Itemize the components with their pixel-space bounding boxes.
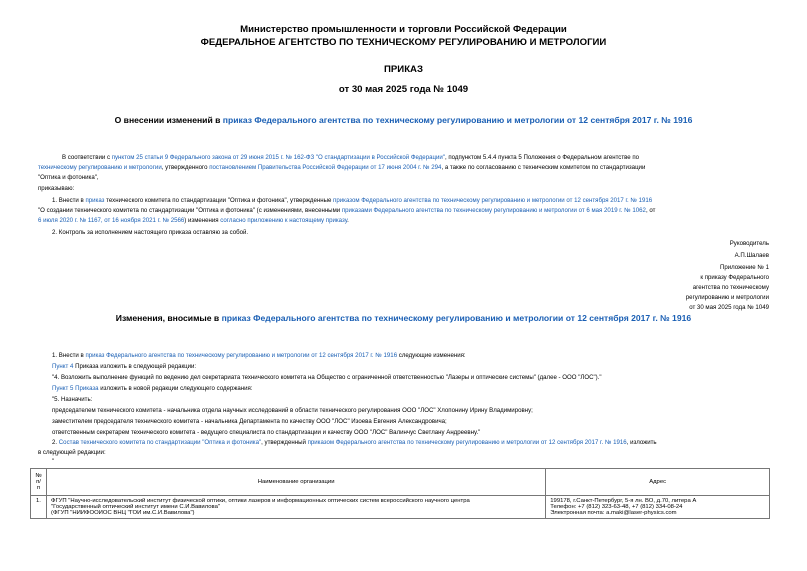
agency-regulation-link[interactable]: техническому регулированию и метрологии [38, 164, 162, 171]
appendix-line-2: к приказу Федерального [700, 274, 769, 281]
appendix-line-4: регулированию и метрологии [685, 294, 769, 301]
point-5-link[interactable]: Пункт 5 Приказа [52, 385, 99, 392]
committee-composition-link[interactable]: Состав технического комитета по стандартизации "Оптика и фотоника" [58, 439, 262, 446]
change-text: 2. [52, 439, 59, 446]
item-2: 2. Контроль за исполнением настоящего приказа оставляю за собой. [52, 229, 249, 236]
preamble-line-3: "Оптика и фотоника", [38, 174, 99, 181]
point-5-quote: "5. Назначить: [52, 396, 93, 403]
item-1-text: технического комитета по стандартизации "Оптика и фотоника", утвержденные [104, 197, 334, 204]
item-1-line-1 [52, 196, 652, 206]
preamble-text: , а также по согласованию с техническим комитетом по стандартизации [441, 164, 646, 171]
item-1-text: "О создании технического комитета по стандартизации "Оптика и фотоника" (с изменениями, внесенными [38, 207, 342, 214]
item-1-line-3 [38, 216, 349, 226]
preamble-text: , подпунктом 5.4.4 пункта 5 Положения о Федеральном агентстве по [444, 154, 640, 161]
changes-title-link[interactable]: приказ Федерального агентства по техническому регулированию и метрологии от 12 сентября 2017 г. № 1916 [221, 313, 692, 323]
preamble-line-1 [62, 153, 639, 163]
org-line: "Государственный оптический институт имени С.И.Вавилова" [50, 504, 220, 510]
change-text: 1. Внести в [52, 352, 86, 359]
change-text: Приказа изложить в следующей редакции: [73, 363, 197, 370]
col-header-organization: Наименование организации [46, 469, 545, 496]
title-order-link[interactable]: приказ Федерального агентства по техническому регулированию и метрологии от 12 сентября 2017 г. № 1916 [222, 115, 693, 125]
item-1-text: ) изменения [184, 217, 221, 224]
org-line: ФГУП "Научно-исследовательский институт физической оптики, оптики лазеров и информационных оптических систем всероссийского научного центра [50, 498, 470, 504]
org-line: (ФГУП "НИИФООИОС ВНЦ "ГОИ им.С.И.Вавилова") [50, 510, 195, 516]
change-text: следующие изменения: [397, 352, 466, 359]
federal-law-link[interactable]: пунктом 25 статьи 9 Федерального закона от 29 июня 2015 г. № 162-ФЗ "О стандартизации в Российской Федерации" [111, 154, 445, 161]
appendix-link[interactable]: согласно приложению к настоящему приказу [220, 217, 348, 224]
phone-line: Телефон: +7 (812) 323-63-48, +7 (812) 334-08-24 [550, 504, 683, 510]
appendix-line-1: Приложение № 1 [719, 264, 769, 271]
row-address [546, 496, 770, 519]
row-number: 1. [31, 496, 47, 519]
item-1-text: . [347, 217, 349, 224]
change-1-intro [52, 351, 466, 361]
agency-name: ФЕДЕРАЛЬНОЕ АГЕНТСТВО ПО ТЕХНИЧЕСКОМУ РЕГУЛИРОВАНИЮ И МЕТРОЛОГИИ [200, 37, 607, 48]
item-1-text: , от [645, 207, 656, 214]
signature-name: А.П.Шалаев [734, 252, 769, 259]
title-prefix: О внесении изменений в [114, 115, 223, 125]
change-2-line-1 [52, 438, 657, 448]
table-row [31, 496, 770, 519]
point-4-intro [52, 362, 196, 372]
deputy-appointment: заместителем председателя технического комитета - начальника Департамента по качеству ООО "ЛОС" Изоева Евгения Александровича; [52, 418, 447, 425]
chair-appointment: председателем технического комитета - начальника отдела научных исследований в области технического регулирования ООО "ЛОС" Хлопонину Ирину Владимировну; [52, 407, 533, 414]
preamble-text: , утвержденного [161, 164, 210, 171]
organizations-table [30, 468, 770, 519]
signature-role: Руководитель [729, 240, 769, 247]
order-word: приказываю: [38, 185, 75, 192]
table-quote-mark: " [52, 458, 55, 465]
address-line: 199178, г.Санкт-Петербург, 5-я лн. ВО, д.70, литера А [550, 498, 697, 504]
item-1-line-2 [38, 206, 655, 216]
order-link[interactable]: приказ [85, 197, 105, 204]
table-header-row [31, 469, 770, 496]
appendix-line-3: агентства по техническому [692, 284, 769, 291]
email-line: Электронная почта: a.maki@laser-physics.com [550, 510, 677, 516]
point-4-quote: "4. Возложить выполнение функций по ведению дел секретариата технического комитета на Общество с ограниченной ответственностью "Лазеры и оптические системы" (далее - ООО "ЛОС")." [52, 374, 602, 381]
row-organization [46, 496, 545, 519]
doc-type: ПРИКАЗ [384, 64, 423, 75]
change-text: изложить в новой редакции следующего содержания: [98, 385, 253, 392]
preamble-text: В соответствии с [62, 154, 112, 161]
document-title [0, 115, 807, 125]
order-1916-link[interactable]: приказом Федерального агентства по техническому регулированию и метрологии от 12 сентября 2017 г. № 1916 [333, 197, 653, 204]
col-header-number: № п/п [31, 469, 47, 496]
order-1062-link[interactable]: приказами Федерального агентства по техническому регулированию и метрологии от 6 мая 2019 г. № 1062 [341, 207, 646, 214]
change-text: , утвержденный [261, 439, 308, 446]
preamble-line-2 [38, 163, 645, 173]
col-header-address: Адрес [546, 469, 770, 496]
point-4-link[interactable]: Пункт 4 [52, 363, 74, 370]
change-text: , изложить [626, 439, 657, 446]
appendix-line-5: от 30 мая 2025 года № 1049 [689, 304, 769, 311]
doc-date-number: от 30 мая 2025 года № 1049 [338, 84, 469, 95]
order-1167-2566-link[interactable]: 6 июля 2020 г. № 1167, от 16 ноября 2021 г. № 2566 [38, 217, 185, 224]
ministry-name: Министерство промышленности и торговли Российской Федерации [240, 24, 567, 35]
secretary-appointment: ответственным секретарем технического комитета - ведущего специалиста по стандартизации и качеству ООО "ЛОС" Валинчус Светлану Андреевну." [52, 429, 481, 436]
change-2-order-link[interactable]: приказом Федерального агентства по техническому регулированию и метрологии от 12 сентября 2017 г. № 1916 [307, 439, 627, 446]
government-resolution-link[interactable]: постановлением Правительства Российской Федерации от 17 июня 2004 г. № 294 [209, 164, 442, 171]
point-5-intro [52, 384, 253, 394]
change-1-order-link[interactable]: приказ Федерального агентства по техническому регулированию и метрологии от 12 сентября 2017 г. № 1916 [85, 352, 398, 359]
item-1-text: 1. Внести в [52, 197, 86, 204]
change-2-line-2: в следующей редакции: [38, 449, 106, 456]
changes-title [0, 313, 807, 323]
changes-title-prefix: Изменения, вносимые в [115, 313, 222, 323]
